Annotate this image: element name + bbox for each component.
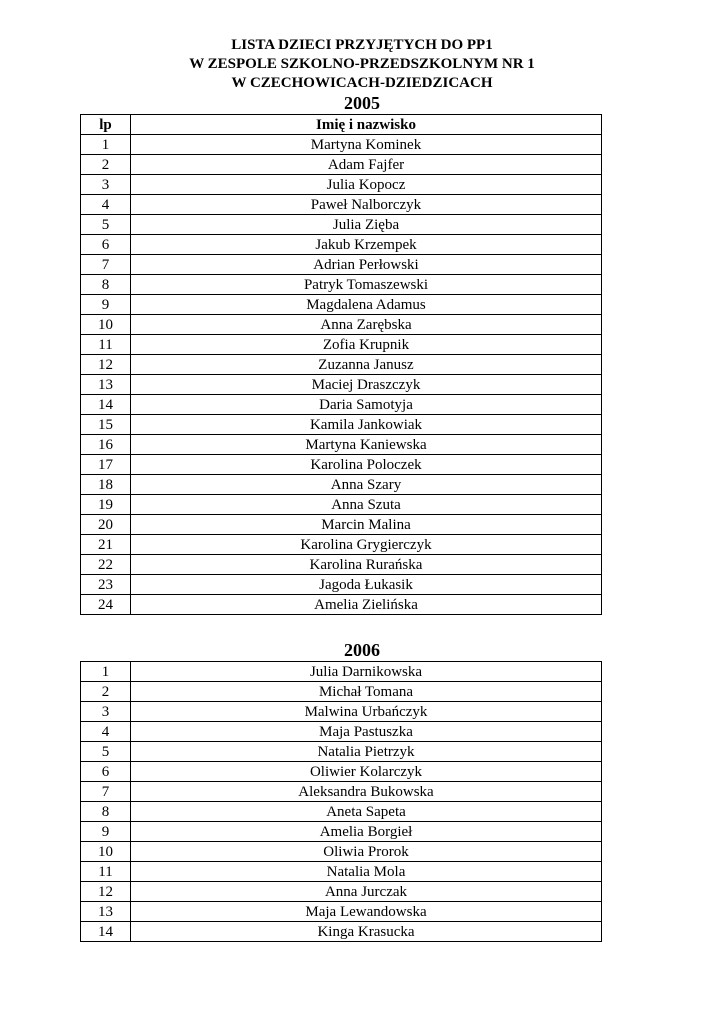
row-number: 14 [81,395,131,415]
child-name: Michał Tomana [131,682,602,702]
table-row [81,155,602,175]
child-name: Malwina Urbańczyk [131,702,602,722]
document-title-line-3: W CZECHOWICACH-DZIEDZICACH [231,75,493,91]
row-number: 10 [81,315,131,335]
row-number: 11 [81,862,131,882]
row-number: 12 [81,355,131,375]
table-row [81,922,602,942]
row-number: 13 [81,902,131,922]
year-heading-2006: 2006 [344,640,380,660]
year-heading-2005: 2005 [344,93,380,113]
child-name: Natalia Mola [131,862,602,882]
row-number: 7 [81,255,131,275]
child-name: Amelia Borgieł [131,822,602,842]
row-number: 11 [81,335,131,355]
child-name: Anna Szuta [131,495,602,515]
row-number: 10 [81,842,131,862]
table-row [81,275,602,295]
child-name: Oliwia Prorok [131,842,602,862]
child-name: Adam Fajfer [131,155,602,175]
child-name: Natalia Pietrzyk [131,742,602,762]
row-number: 2 [81,682,131,702]
row-number: 13 [81,375,131,395]
row-number: 19 [81,495,131,515]
table-row [81,435,602,455]
child-name: Karolina Poloczek [131,455,602,475]
row-number: 3 [81,175,131,195]
child-name: Marcin Malina [131,515,602,535]
table-row [81,395,602,415]
row-number: 6 [81,235,131,255]
child-name: Julia Zięba [131,215,602,235]
table-row [81,175,602,195]
child-name: Magdalena Adamus [131,295,602,315]
table-row [81,295,602,315]
table-row [81,822,602,842]
row-number: 23 [81,575,131,595]
table-row [81,215,602,235]
row-number: 22 [81,555,131,575]
table-row [81,882,602,902]
table-row [81,515,602,535]
child-name: Oliwier Kolarczyk [131,762,602,782]
child-name: Julia Kopocz [131,175,602,195]
child-name: Paweł Nalborczyk [131,195,602,215]
table-row [81,235,602,255]
child-name: Jagoda Łukasik [131,575,602,595]
child-name: Aneta Sapeta [131,802,602,822]
table-2005 [80,114,602,615]
row-number: 9 [81,295,131,315]
row-number: 1 [81,662,131,682]
row-number: 12 [81,882,131,902]
child-name: Zuzanna Janusz [131,355,602,375]
document-title-line-1: LISTA DZIECI PRZYJĘTYCH DO PP1 [231,37,493,53]
table-row [81,575,602,595]
table-row [81,702,602,722]
row-number: 15 [81,415,131,435]
row-number: 7 [81,782,131,802]
table-2006 [80,661,602,942]
child-name: Adrian Perłowski [131,255,602,275]
row-number: 21 [81,535,131,555]
child-name: Martyna Kaniewska [131,435,602,455]
table-row [81,595,602,615]
table-row [81,662,602,682]
row-number: 8 [81,275,131,295]
child-name: Karolina Grygierczyk [131,535,602,555]
table-row [81,802,602,822]
table-row [81,475,602,495]
table-row [81,555,602,575]
row-number: 5 [81,742,131,762]
row-number: 18 [81,475,131,495]
table-row [81,255,602,275]
table-row [81,682,602,702]
child-name: Martyna Kominek [131,135,602,155]
column-header-lp: lp [81,115,131,135]
child-name: Maja Pastuszka [131,722,602,742]
child-name: Amelia Zielińska [131,595,602,615]
table-body-2005 [81,135,602,615]
row-number: 17 [81,455,131,475]
row-number: 5 [81,215,131,235]
row-number: 4 [81,722,131,742]
child-name: Jakub Krzempek [131,235,602,255]
row-number: 1 [81,135,131,155]
child-name: Anna Szary [131,475,602,495]
child-name: Karolina Rurańska [131,555,602,575]
child-name: Anna Jurczak [131,882,602,902]
child-name: Aleksandra Bukowska [131,782,602,802]
table-body-2006 [81,662,602,942]
table-row [81,722,602,742]
row-number: 2 [81,155,131,175]
table-row [81,335,602,355]
table-row [81,762,602,782]
row-number: 9 [81,822,131,842]
child-name: Daria Samotyja [131,395,602,415]
table-row [81,842,602,862]
row-number: 24 [81,595,131,615]
table-header-row [81,115,602,135]
document-title-line-2: W ZESPOLE SZKOLNO-PRZEDSZKOLNYM NR 1 [189,56,535,72]
table-row [81,135,602,155]
row-number: 16 [81,435,131,455]
child-name: Zofia Krupnik [131,335,602,355]
child-name: Patryk Tomaszewski [131,275,602,295]
table-row [81,355,602,375]
row-number: 3 [81,702,131,722]
table-row [81,315,602,335]
table-row [81,742,602,762]
child-name: Julia Darnikowska [131,662,602,682]
child-name: Maja Lewandowska [131,902,602,922]
table-row [81,455,602,475]
table-row [81,862,602,882]
table-row [81,902,602,922]
table-row [81,495,602,515]
table-row [81,375,602,395]
table-row [81,782,602,802]
child-name: Kinga Krasucka [131,922,602,942]
row-number: 6 [81,762,131,782]
row-number: 4 [81,195,131,215]
row-number: 20 [81,515,131,535]
table-row [81,415,602,435]
row-number: 8 [81,802,131,822]
row-number: 14 [81,922,131,942]
table-row [81,195,602,215]
child-name: Anna Zarębska [131,315,602,335]
child-name: Maciej Draszczyk [131,375,602,395]
child-name: Kamila Jankowiak [131,415,602,435]
table-row [81,535,602,555]
column-header-name: Imię i nazwisko [131,115,602,135]
